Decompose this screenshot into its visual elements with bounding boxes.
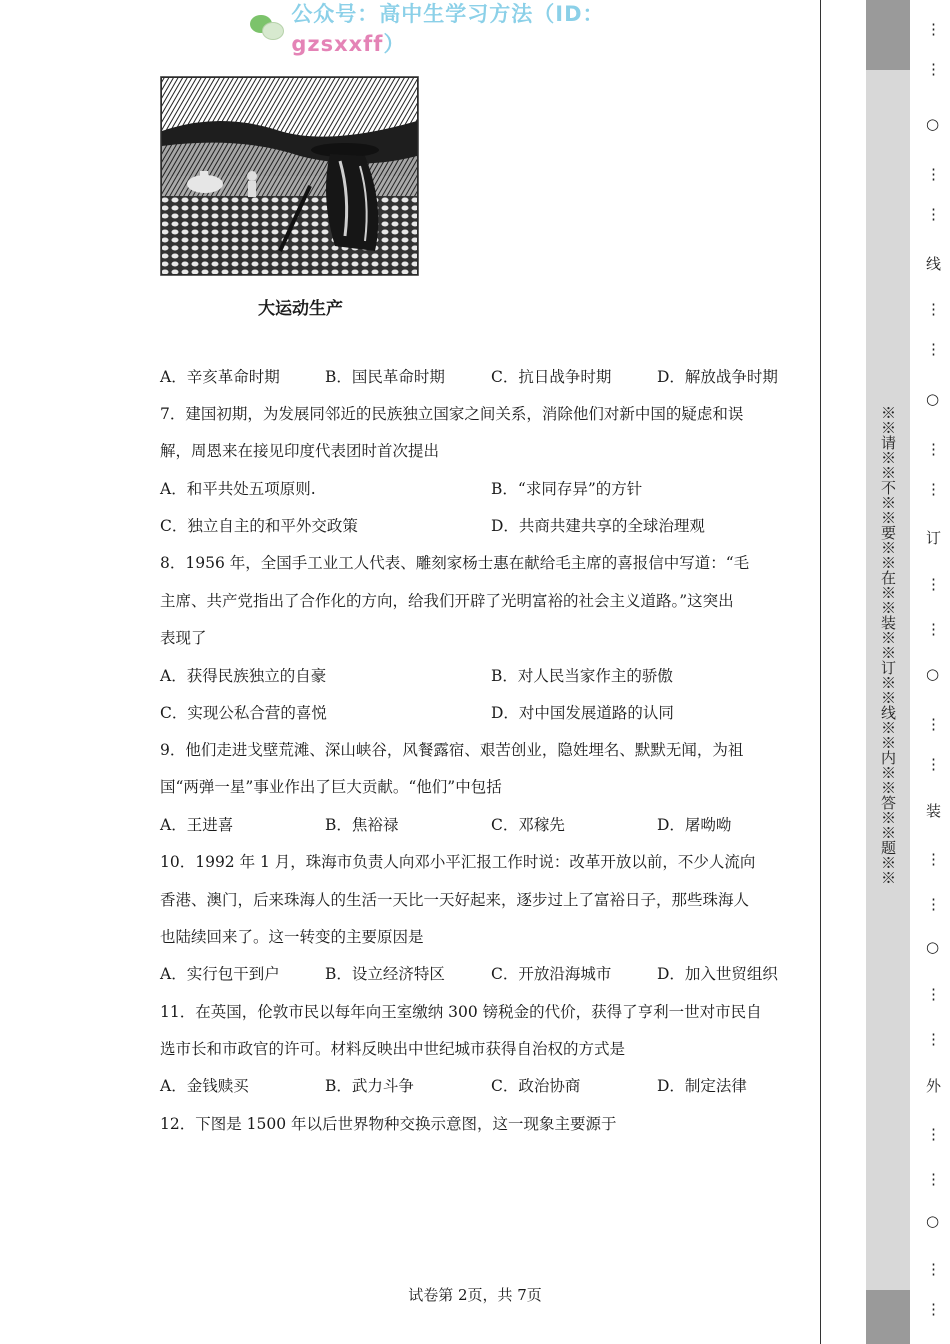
q8-option-c: C．实现公私合营的喜悦 — [160, 704, 327, 722]
q11-option-c: C．政治协商 — [491, 1077, 581, 1095]
q10-option-b: B．设立经济特区 — [325, 965, 445, 983]
q9-option-b: B．焦裕禄 — [325, 816, 399, 834]
q8-stem-line-3: 表现了 — [160, 629, 207, 647]
q10-option-c: C．开放沿海城市 — [491, 965, 612, 983]
binding-mark-wai: 外 — [926, 1077, 942, 1095]
binding-warning-note: ※※请※※不※※要※※在※※装※※订※※线※※内※※答※※题※※ — [879, 405, 897, 885]
q7-stem-line-1: 7．建国初期，为发展同邻近的民族独立国家之间关系，消除他们对新中国的疑虑和误 — [160, 405, 744, 423]
q10-option-a: A．实行包干到户 — [160, 965, 280, 983]
q9-stem-line-1: 9．他们走进戈壁荒滩、深山峡谷，风餐露宿、艰苦创业，隐姓埋名、默默无闻，为祖 — [160, 741, 744, 759]
q12-stem-line-1: 12．下图是 1500 年以后世界物种交换示意图，这一现象主要源于 — [160, 1115, 617, 1133]
q7-stem-line-2: 解，周恩来在接见印度代表团时首次提出 — [160, 442, 440, 460]
wechat-icon — [250, 15, 283, 41]
q9-option-d: D．屠呦呦 — [657, 816, 732, 834]
q7-option-d: D．共商共建共享的全球治理观 — [491, 517, 705, 535]
q10-stem-line-2: 香港、澳门，后来珠海人的生活一天比一天好起来，逐步过上了富裕日子，那些珠海人 — [160, 891, 750, 909]
q8-option-a: A．获得民族独立的自豪 — [160, 667, 327, 685]
binding-mark-circle-5: ○ — [926, 1212, 940, 1230]
binding-dotted-line: ⋮ ⋮ ○ ⋮ ⋮ 线 ⋮ ⋮ ○ ⋮ ⋮ 订 ⋮ ⋮ ○ ⋮ ⋮ 装 ⋮ ⋮ ○ ⋮ ⋮ 外 ⋮ ⋮ ○ ⋮ ⋮ — [926, 20, 942, 1318]
page-footer: 试卷第 2页，共 7页 — [408, 1286, 542, 1304]
binding-mark-circle-4: ○ — [926, 938, 940, 956]
q11-option-a: A．金钱赎买 — [160, 1077, 249, 1095]
q6-option-c: C．抗日战争时期 — [491, 368, 612, 386]
q10-stem-line-1: 10．1992 年 1 月，珠海市负责人向邓小平汇报工作时说：改革开放以前，不少人流向 — [160, 853, 756, 871]
binding-mark-ding: 订 — [926, 529, 942, 547]
q7-option-c: C．独立自主的和平外交政策 — [160, 517, 358, 535]
binding-mark-circle-1: ○ — [926, 115, 940, 133]
binding-mark-circle-3: ○ — [926, 665, 940, 683]
q11-stem-line-2: 选市长和市政官的许可。材料反映出中世纪城市获得自治权的方式是 — [160, 1040, 626, 1058]
figure-caption: 大运动生产 — [258, 299, 343, 319]
q11-option-d: D．制定法律 — [657, 1077, 747, 1095]
q7-option-b: B．“求同存异”的方针 — [491, 480, 643, 498]
q8-stem-line-2: 主席、共产党指出了合作化的方向，给我们开辟了光明富裕的社会主义道路。”这突出 — [160, 592, 734, 610]
q6-option-b: B．国民革命时期 — [325, 368, 445, 386]
binding-mark-xian: 线 — [926, 255, 942, 273]
q7-option-a: A．和平共处五项原则. — [160, 480, 316, 498]
binding-mark-circle-2: ○ — [926, 390, 940, 408]
watermark-header — [250, 2, 710, 56]
q10-stem-line-3: 也陆续回来了。这一转变的主要原因是 — [160, 928, 424, 946]
q10-option-d: D．加入世贸组织 — [657, 965, 778, 983]
woodcut-illustration — [160, 76, 419, 276]
q8-option-d: D．对中国发展道路的认同 — [491, 704, 674, 722]
q6-option-d: D．解放战争时期 — [657, 368, 778, 386]
binding-strip-bottom — [866, 1290, 910, 1344]
q8-option-b: B．对人民当家作主的骄傲 — [491, 667, 673, 685]
binding-mark-zhuang: 装 — [926, 802, 942, 820]
q11-option-b: B．武力斗争 — [325, 1077, 414, 1095]
q9-stem-line-2: 国“两弹一星”事业作出了巨大贡献。“他们”中包括 — [160, 778, 502, 796]
binding-strip-top — [866, 0, 910, 70]
header-text: 公众号：高中生学习方法（ID：gzsxxff） — [291, 2, 605, 56]
q9-option-a: A．王进喜 — [160, 816, 234, 834]
q11-stem-line-1: 11．在英国，伦敦市民以每年向王室缴纳 300 镑税金的代价，获得了亨利一世对市民自 — [160, 1003, 762, 1021]
binding-border-line — [820, 0, 821, 1344]
q9-option-c: C．邓稼先 — [491, 816, 565, 834]
q8-stem-line-1: 8．1956 年，全国手工业工人代表、雕刻家杨士惠在献给毛主席的喜报信中写道：“毛 — [160, 554, 750, 572]
q6-option-a: A．辛亥革命时期 — [160, 368, 280, 386]
